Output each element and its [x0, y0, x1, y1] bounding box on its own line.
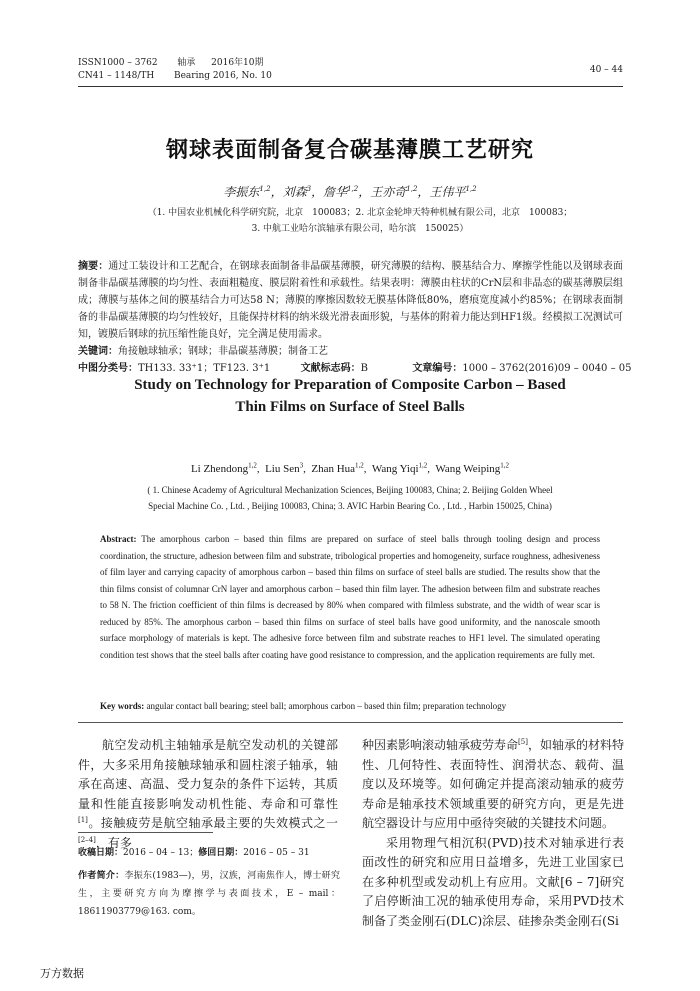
body-left-column: 航空发动机主轴轴承是航空发动机的关键部件，大多采用角接触球轴承和圆柱滚子轴承，轴承在高速、高温、受力复杂的条件下运转，其质量和性能直接影响发动机性能、寿命和可靠性[1]。接触疲劳是航空轴承最主要的失效模式之一[2–4]，有多: [78, 738, 338, 850]
keywords-en-label: Key words:: [100, 701, 145, 711]
abstract-en: [100, 531, 600, 663]
footnote-dates: 收稿日期：2016 – 04 – 13；修回日期：2016 – 05 – 31: [78, 848, 310, 858]
journal-issue-en: Bearing 2016, No. 10: [173, 71, 272, 81]
author-cn: 王亦奇: [370, 185, 407, 199]
abstract-cn: [78, 258, 623, 343]
author-en: Li Zhendong: [190, 463, 249, 475]
keywords-cn-label: 关键词：: [78, 346, 118, 357]
author-en: Wang Yiqi: [371, 463, 419, 475]
cn-number: CN41 – 1148/TH: [78, 71, 155, 81]
author-cn: 李振东: [223, 185, 260, 199]
author-cn: 王伟平: [429, 185, 466, 199]
authors-cn: 李振东$^{1,2}$，刘森$^3$，詹华$^{1,2}$，王亦奇$^{1,2}$，王伟平$^{1,2}$: [223, 185, 477, 199]
citation: [1]: [78, 816, 88, 824]
abstract-cn-label: 摘要：: [78, 261, 109, 272]
body-right-p2: 采用物理气相沉积(PVD)技术对轴承进行表面改性的研究和应用日益增多，先进工业国家已在多种机型或发动机上有应用。文献[6 – 7]研究了启停断油工况的轴承使用寿命，采用PVD技术制备了类金刚石(DLC)涂层、硅掺杂类金刚石(Si: [362, 835, 624, 928]
abstract-cn-text: 通过工装设计和工艺配合，在钢球表面制备非晶碳基薄膜，研究薄膜的结构、膜基结合力、摩擦学性能以及钢球表面制备非晶碳基薄膜的均匀性、表面粗糙度、膜层附着性和承载性。结果表明：薄膜由柱状的CrN层和非晶态的碳基薄膜层组成；薄膜与基体之间的膜基结合力可达58 N；薄膜的摩擦因数较无膜基体降低80%，磨痕宽度减小约85%；在钢球表面制备的非晶碳基薄膜的均匀性较好，且能保持材料的纳米级光滑表面形貌，与基体的附着力能达到HF1级。经模拟工况测试可知，镀膜后钢球的抗压缩性能良好，完全满足使用需求。: [78, 261, 624, 340]
authors-en: Li Zhendong$^{1,2}$, Liu Sen$^3$, Zhan Hua$^{1,2}$, Wang Yiqi$^{1,2}$, Wang Weiping$^{1,2}$: [190, 461, 510, 475]
title-cn: 钢球表面制备复合碳基薄膜工艺研究: [165, 137, 534, 163]
author-en: Zhan Hua: [311, 463, 356, 475]
keywords-cn: 关键词：角接触球轴承；钢球；非晶碳基薄膜；制备工艺: [78, 346, 328, 357]
title-en: Study on Technology for Preparation of Composite Carbon – Based Thin Films on Surface of Steel Balls: [134, 377, 566, 415]
abstract-en-text: The amorphous carbon – based thin films are prepared on surface of steel balls through tooling design and process coordination, the structure, adhesion between film and substrate, tribological properties and homogeneity, surface roughness, adhesiveness of film layer and carrying capacity of amorphous carbon – based thin films on surface of steel balls are studied. The results show that the thin films consist of columnar CrN layer and amorphous carbon – based thin film layer. The adhesion between film and substrate reaches to 58 N. The friction coefficient of thin films is decreased by 80% when compared with filmless substrate, and the width of wear scar is reduced by 85%. The amorphous carbon – based thin films on surface of steel balls have good uniformity, and the nanoscale smooth surface morphology of materials is kept. The adhesive force between film and substrate reaches to HF1 level. The simulated operating condition test shows that the steel balls after coating have good resistance to compression, and the application requirements are fully met.: [100, 534, 600, 660]
affiliation-en: ( 1. Chinese Academy of Agricultural Mechanization Sciences, Beijing 100083, China; 2. Beijing Golden Wheel Special Machine Co. , Ltd. , Beijing 100083, China; 3. AVIC Harbin Bearing Co. , Ltd. , Harbin 150025, China): [147, 485, 553, 511]
author-cn: 刘森: [282, 185, 307, 199]
wanfang-watermark: 万方数据: [40, 967, 84, 980]
running-header: [78, 57, 623, 85]
journal-name-cn: 轴承: [177, 58, 196, 68]
author-en: Wang Weiping: [435, 463, 501, 475]
body-right-column: [362, 736, 624, 931]
issn: ISSN1000 – 3762: [78, 58, 158, 68]
header-rule: [78, 86, 623, 87]
keywords-en: Key words: angular contact ball bearing; steel ball; amorphous carbon – based thin film; preparation technology: [100, 701, 507, 711]
footnote-author: 作者简介：李振东(1983—)，男，汉族，河南焦作人，博士研究生，主要研究方向为摩擦学与表面技术，E – mail：18611903779@163. com。: [78, 871, 340, 917]
footnote-rule: [78, 832, 213, 833]
citation: [2–4]: [78, 835, 96, 844]
issue-cn: 2016年10期: [211, 58, 264, 68]
author-en: Liu Sen: [265, 463, 300, 475]
body-right-p1: 种因素影响滚动轴承疲劳寿命[5]，如轴承的材料特性、几何特性、表面特性、润滑状态、载荷、温度以及环境等。如何确定并提高滚动轴承的疲劳寿命是轴承技术领域重要的研究方向，更是先进航空器设计与应用中亟待突破的关键技术问题。: [362, 738, 624, 830]
abstract-en-label: Abstract:: [100, 534, 137, 544]
page-range: 40 – 44: [589, 65, 623, 75]
author-cn: 詹华: [323, 185, 348, 199]
section-rule: [78, 722, 623, 723]
affiliation-cn: （1. 中国农业机械化科学研究院，北京 100083；2. 北京金轮坤天特种机械有限公司，北京 100083； 3. 中航工业哈尔滨轴承有限公司，哈尔滨 150025）: [147, 208, 573, 234]
classification-cn: 中图分类号：TH133. 33⁺1；TF123. 3⁺1 文献标志码：B 文章编号：1000 – 3762(2016)09 – 0040 – 05: [78, 363, 632, 374]
citation: [5]: [518, 738, 528, 746]
footnote: [78, 845, 340, 921]
